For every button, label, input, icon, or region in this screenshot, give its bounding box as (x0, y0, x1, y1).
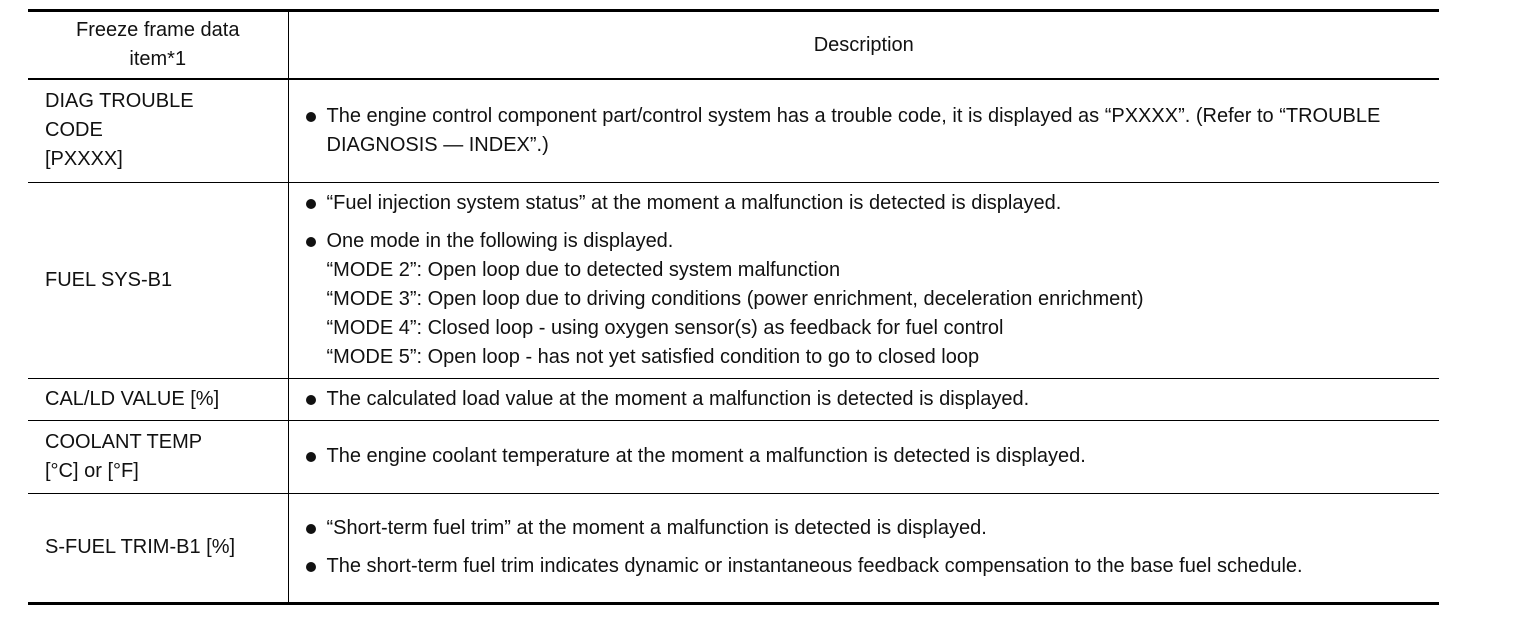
freeze-frame-item: COOLANT TEMP [°C] or [°F] (28, 420, 288, 493)
bullet-item: The short-term fuel trim indicates dynamic or instantaneous feedback compensation to the base fuel schedule. (305, 552, 1430, 581)
table-row (28, 420, 1439, 493)
bullet-item: The calculated load value at the moment a malfunction is detected is displayed. (305, 385, 1430, 414)
table-row (28, 378, 1439, 420)
column-header-item: Freeze frame data item*1 (28, 11, 288, 80)
mode-line: “MODE 2”: Open loop due to detected system malfunction (326, 258, 841, 281)
table-header-row (28, 11, 1439, 80)
freeze-frame-item: CAL/LD VALUE [%] (28, 378, 288, 420)
freeze-frame-table (28, 9, 1439, 605)
table-row (28, 493, 1439, 603)
bullet-item: One mode in the following is displayed. “MODE 2”: Open loop due to detected system malfunction “MODE 3”: Open loop due to driving conditions (power enrichment, deceleration enrichment) “MODE 4”: Closed loop - using oxygen sensor(s) as feedback for fuel control “MODE 5”: Open loop - has not yet satisfied condition to go to closed loop (305, 227, 1430, 372)
item-description (288, 493, 1439, 603)
item-description (288, 182, 1439, 378)
bullet-item: The engine coolant temperature at the moment a malfunction is detected is displayed. (305, 442, 1430, 471)
item-description (288, 378, 1439, 420)
bullet-item: The engine control component part/control system has a trouble code, it is displayed as “PXXXX”. (Refer to “TROUBLE DIAGNOSIS — INDEX”.) (305, 102, 1430, 160)
bullet-item: “Short-term fuel trim” at the moment a malfunction is detected is displayed. (305, 514, 1430, 543)
mode-line: “MODE 4”: Closed loop - using oxygen sensor(s) as feedback for fuel control (326, 316, 1004, 339)
bullet-item: “Fuel injection system status” at the moment a malfunction is detected is displayed. (305, 189, 1430, 218)
table-row (28, 79, 1439, 182)
item-description (288, 420, 1439, 493)
freeze-frame-item: FUEL SYS-B1 (28, 182, 288, 378)
item-description (288, 79, 1439, 182)
freeze-frame-item: S-FUEL TRIM-B1 [%] (28, 493, 288, 603)
column-header-description: Description (288, 11, 1439, 80)
mode-line: “MODE 5”: Open loop - has not yet satisfied condition to go to closed loop (326, 345, 980, 368)
table-row (28, 182, 1439, 378)
mode-line: “MODE 3”: Open loop due to driving conditions (power enrichment, deceleration enrichment) (326, 287, 1144, 310)
freeze-frame-item: DIAG TROUBLE CODE [PXXXX] (28, 79, 288, 182)
